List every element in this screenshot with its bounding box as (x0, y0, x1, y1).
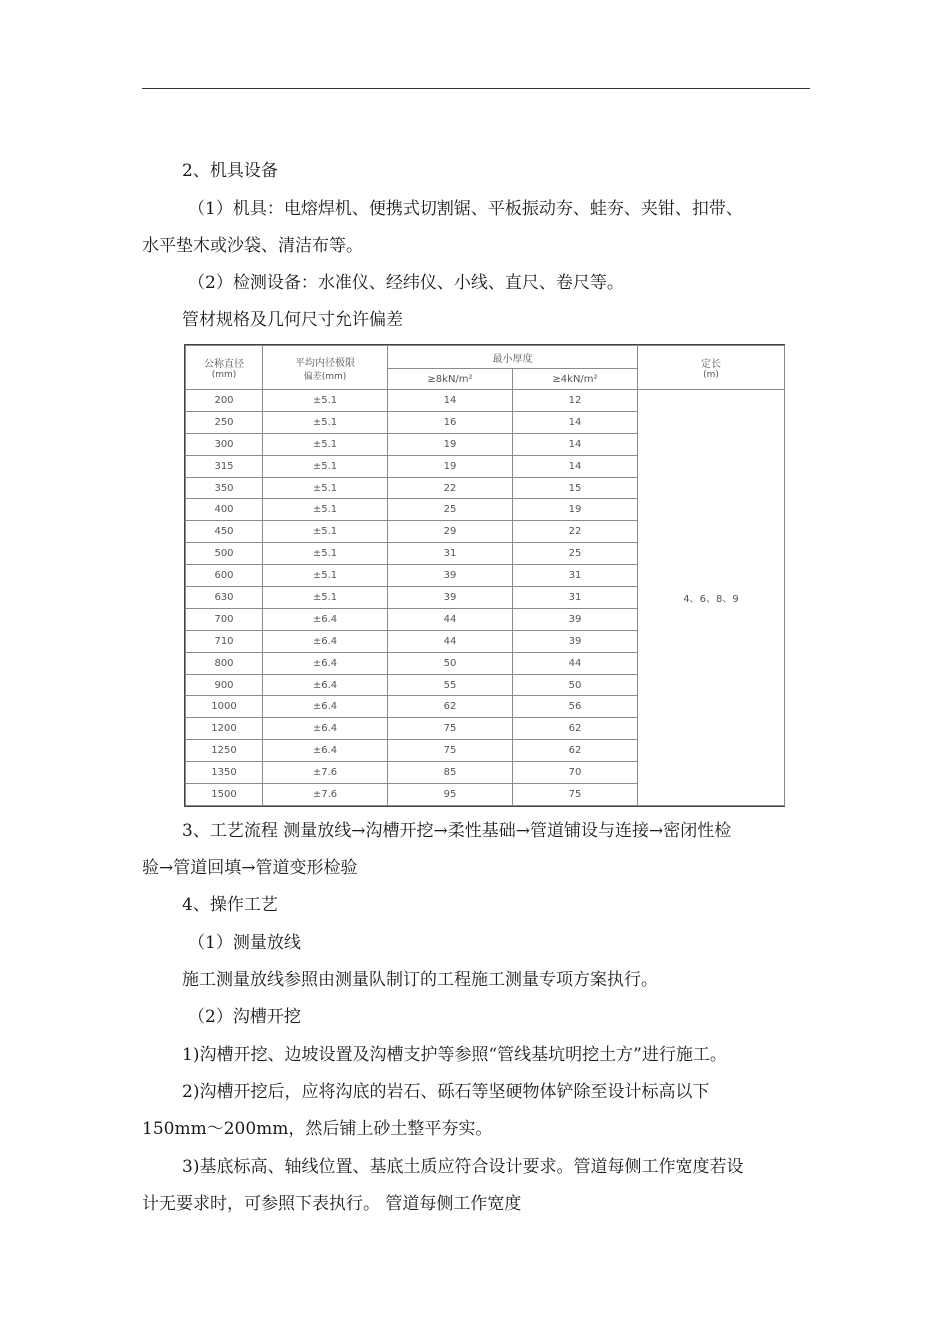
cell-thickness-4kn: 31 (513, 587, 638, 609)
table-caption: 管材规格及几何尺寸允许偏差 (182, 310, 403, 330)
cell-diameter: 400 (186, 499, 263, 521)
cell-deviation: ±7.6 (263, 762, 388, 784)
cell-thickness-4kn: 62 (513, 740, 638, 762)
cell-deviation: ±7.6 (263, 784, 388, 806)
subheading-trench: （2）沟槽开挖 (188, 1007, 301, 1027)
cell-thickness-4kn: 25 (513, 543, 638, 565)
cell-thickness-4kn: 14 (513, 433, 638, 455)
cell-thickness-4kn: 39 (513, 608, 638, 630)
cell-diameter: 1200 (186, 718, 263, 740)
table-row (186, 390, 785, 412)
cell-diameter: 1500 (186, 784, 263, 806)
cell-thickness-4kn: 50 (513, 674, 638, 696)
paragraph-tools: （1）机具：电熔焊机、便携式切割锯、平板振动夯、蛙夯、夹钳、扣带、 (188, 199, 743, 219)
cell-diameter: 315 (186, 455, 263, 477)
cell-thickness-8kn: 31 (388, 543, 513, 565)
cell-thickness-8kn: 25 (388, 499, 513, 521)
paragraph-process-flow-cont: 验→管道回填→管道变形检验 (142, 858, 358, 878)
cell-thickness-8kn: 22 (388, 477, 513, 499)
cell-thickness-8kn: 62 (388, 696, 513, 718)
cell-diameter: 300 (186, 433, 263, 455)
header-diameter: 公称直径 (mm) (186, 346, 263, 390)
cell-diameter: 710 (186, 630, 263, 652)
cell-diameter: 350 (186, 477, 263, 499)
cell-deviation: ±6.4 (263, 630, 388, 652)
cell-thickness-8kn: 39 (388, 587, 513, 609)
pipe-spec-table (184, 344, 785, 807)
cell-thickness-8kn: 39 (388, 565, 513, 587)
cell-deviation: ±5.1 (263, 565, 388, 587)
paragraph-survey: 施工测量放线参照由测量队制订的工程施工测量专项方案执行。 (182, 970, 658, 990)
cell-diameter: 600 (186, 565, 263, 587)
cell-deviation: ±6.4 (263, 652, 388, 674)
cell-deviation: ±6.4 (263, 608, 388, 630)
cell-thickness-8kn: 75 (388, 740, 513, 762)
paragraph-process-flow: 3、工艺流程 测量放线→沟槽开挖→柔性基础→管道铺设与连接→密闭性检 (182, 821, 732, 841)
cell-thickness-4kn: 15 (513, 477, 638, 499)
paragraph-tools-cont: 水平垫木或沙袋、清洁布等。 (142, 236, 363, 256)
cell-thickness-8kn: 29 (388, 521, 513, 543)
cell-diameter: 450 (186, 521, 263, 543)
cell-deviation: ±5.1 (263, 390, 388, 412)
header-thickness-8kn: ≥8kN/m² (388, 369, 513, 390)
header-length: 定长 (m) (638, 346, 785, 390)
cell-thickness-4kn: 22 (513, 521, 638, 543)
header-thickness-4kn: ≥4kN/m² (513, 369, 638, 390)
header-deviation: 平均内径极限 偏差(mm) (263, 346, 388, 390)
cell-thickness-4kn: 19 (513, 499, 638, 521)
cell-diameter: 1350 (186, 762, 263, 784)
cell-thickness-8kn: 44 (388, 630, 513, 652)
cell-deviation: ±6.4 (263, 674, 388, 696)
cell-thickness-8kn: 19 (388, 433, 513, 455)
cell-thickness-8kn: 16 (388, 411, 513, 433)
cell-thickness-4kn: 14 (513, 455, 638, 477)
cell-thickness-4kn: 70 (513, 762, 638, 784)
cell-deviation: ±5.1 (263, 499, 388, 521)
cell-thickness-4kn: 56 (513, 696, 638, 718)
cell-deviation: ±5.1 (263, 587, 388, 609)
cell-thickness-8kn: 95 (388, 784, 513, 806)
cell-thickness-8kn: 85 (388, 762, 513, 784)
cell-diameter: 500 (186, 543, 263, 565)
cell-diameter: 900 (186, 674, 263, 696)
cell-thickness-8kn: 14 (388, 390, 513, 412)
cell-thickness-8kn: 44 (388, 608, 513, 630)
cell-length: 4、6、8、9 (638, 390, 785, 806)
header-min-thickness: 最小厚度 (388, 346, 638, 369)
cell-thickness-4kn: 12 (513, 390, 638, 412)
cell-thickness-4kn: 39 (513, 630, 638, 652)
cell-deviation: ±6.4 (263, 718, 388, 740)
cell-diameter: 700 (186, 608, 263, 630)
cell-thickness-8kn: 75 (388, 718, 513, 740)
cell-deviation: ±5.1 (263, 455, 388, 477)
cell-diameter: 1000 (186, 696, 263, 718)
cell-deviation: ±5.1 (263, 433, 388, 455)
cell-diameter: 1250 (186, 740, 263, 762)
paragraph-trench-1: 1)沟槽开挖、边坡设置及沟槽支护等参照“管线基坑明挖土方”进行施工。 (182, 1045, 727, 1065)
cell-deviation: ±6.4 (263, 696, 388, 718)
section-heading-operation: 4、操作工艺 (182, 895, 278, 915)
paragraph-trench-2: 2)沟槽开挖后，应将沟底的岩石、砾石等坚硬物体铲除至设计标高以下 (182, 1082, 710, 1102)
cell-thickness-4kn: 14 (513, 411, 638, 433)
cell-deviation: ±5.1 (263, 477, 388, 499)
cell-deviation: ±5.1 (263, 521, 388, 543)
cell-diameter: 250 (186, 411, 263, 433)
section-heading-equipment: 2、机具设备 (182, 161, 278, 181)
cell-deviation: ±5.1 (263, 543, 388, 565)
cell-thickness-8kn: 19 (388, 455, 513, 477)
cell-thickness-4kn: 75 (513, 784, 638, 806)
paragraph-testing-equipment: （2）检测设备：水准仪、经纬仪、小线、直尺、卷尺等。 (188, 273, 624, 293)
cell-thickness-8kn: 50 (388, 652, 513, 674)
cell-thickness-4kn: 44 (513, 652, 638, 674)
cell-deviation: ±6.4 (263, 740, 388, 762)
paragraph-trench-3: 3)基底标高、轴线位置、基底土质应符合设计要求。管道每侧工作宽度若设 (182, 1157, 744, 1177)
cell-diameter: 200 (186, 390, 263, 412)
paragraph-trench-2-cont: 150mm～200mm，然后铺上砂土整平夯实。 (142, 1119, 493, 1139)
subheading-survey: （1）测量放线 (188, 933, 301, 953)
cell-thickness-4kn: 31 (513, 565, 638, 587)
cell-thickness-4kn: 62 (513, 718, 638, 740)
header-rule (142, 88, 810, 89)
paragraph-trench-3-cont: 计无要求时，可参照下表执行。 管道每侧工作宽度 (142, 1194, 522, 1214)
cell-deviation: ±5.1 (263, 411, 388, 433)
cell-thickness-8kn: 55 (388, 674, 513, 696)
cell-diameter: 800 (186, 652, 263, 674)
cell-diameter: 630 (186, 587, 263, 609)
